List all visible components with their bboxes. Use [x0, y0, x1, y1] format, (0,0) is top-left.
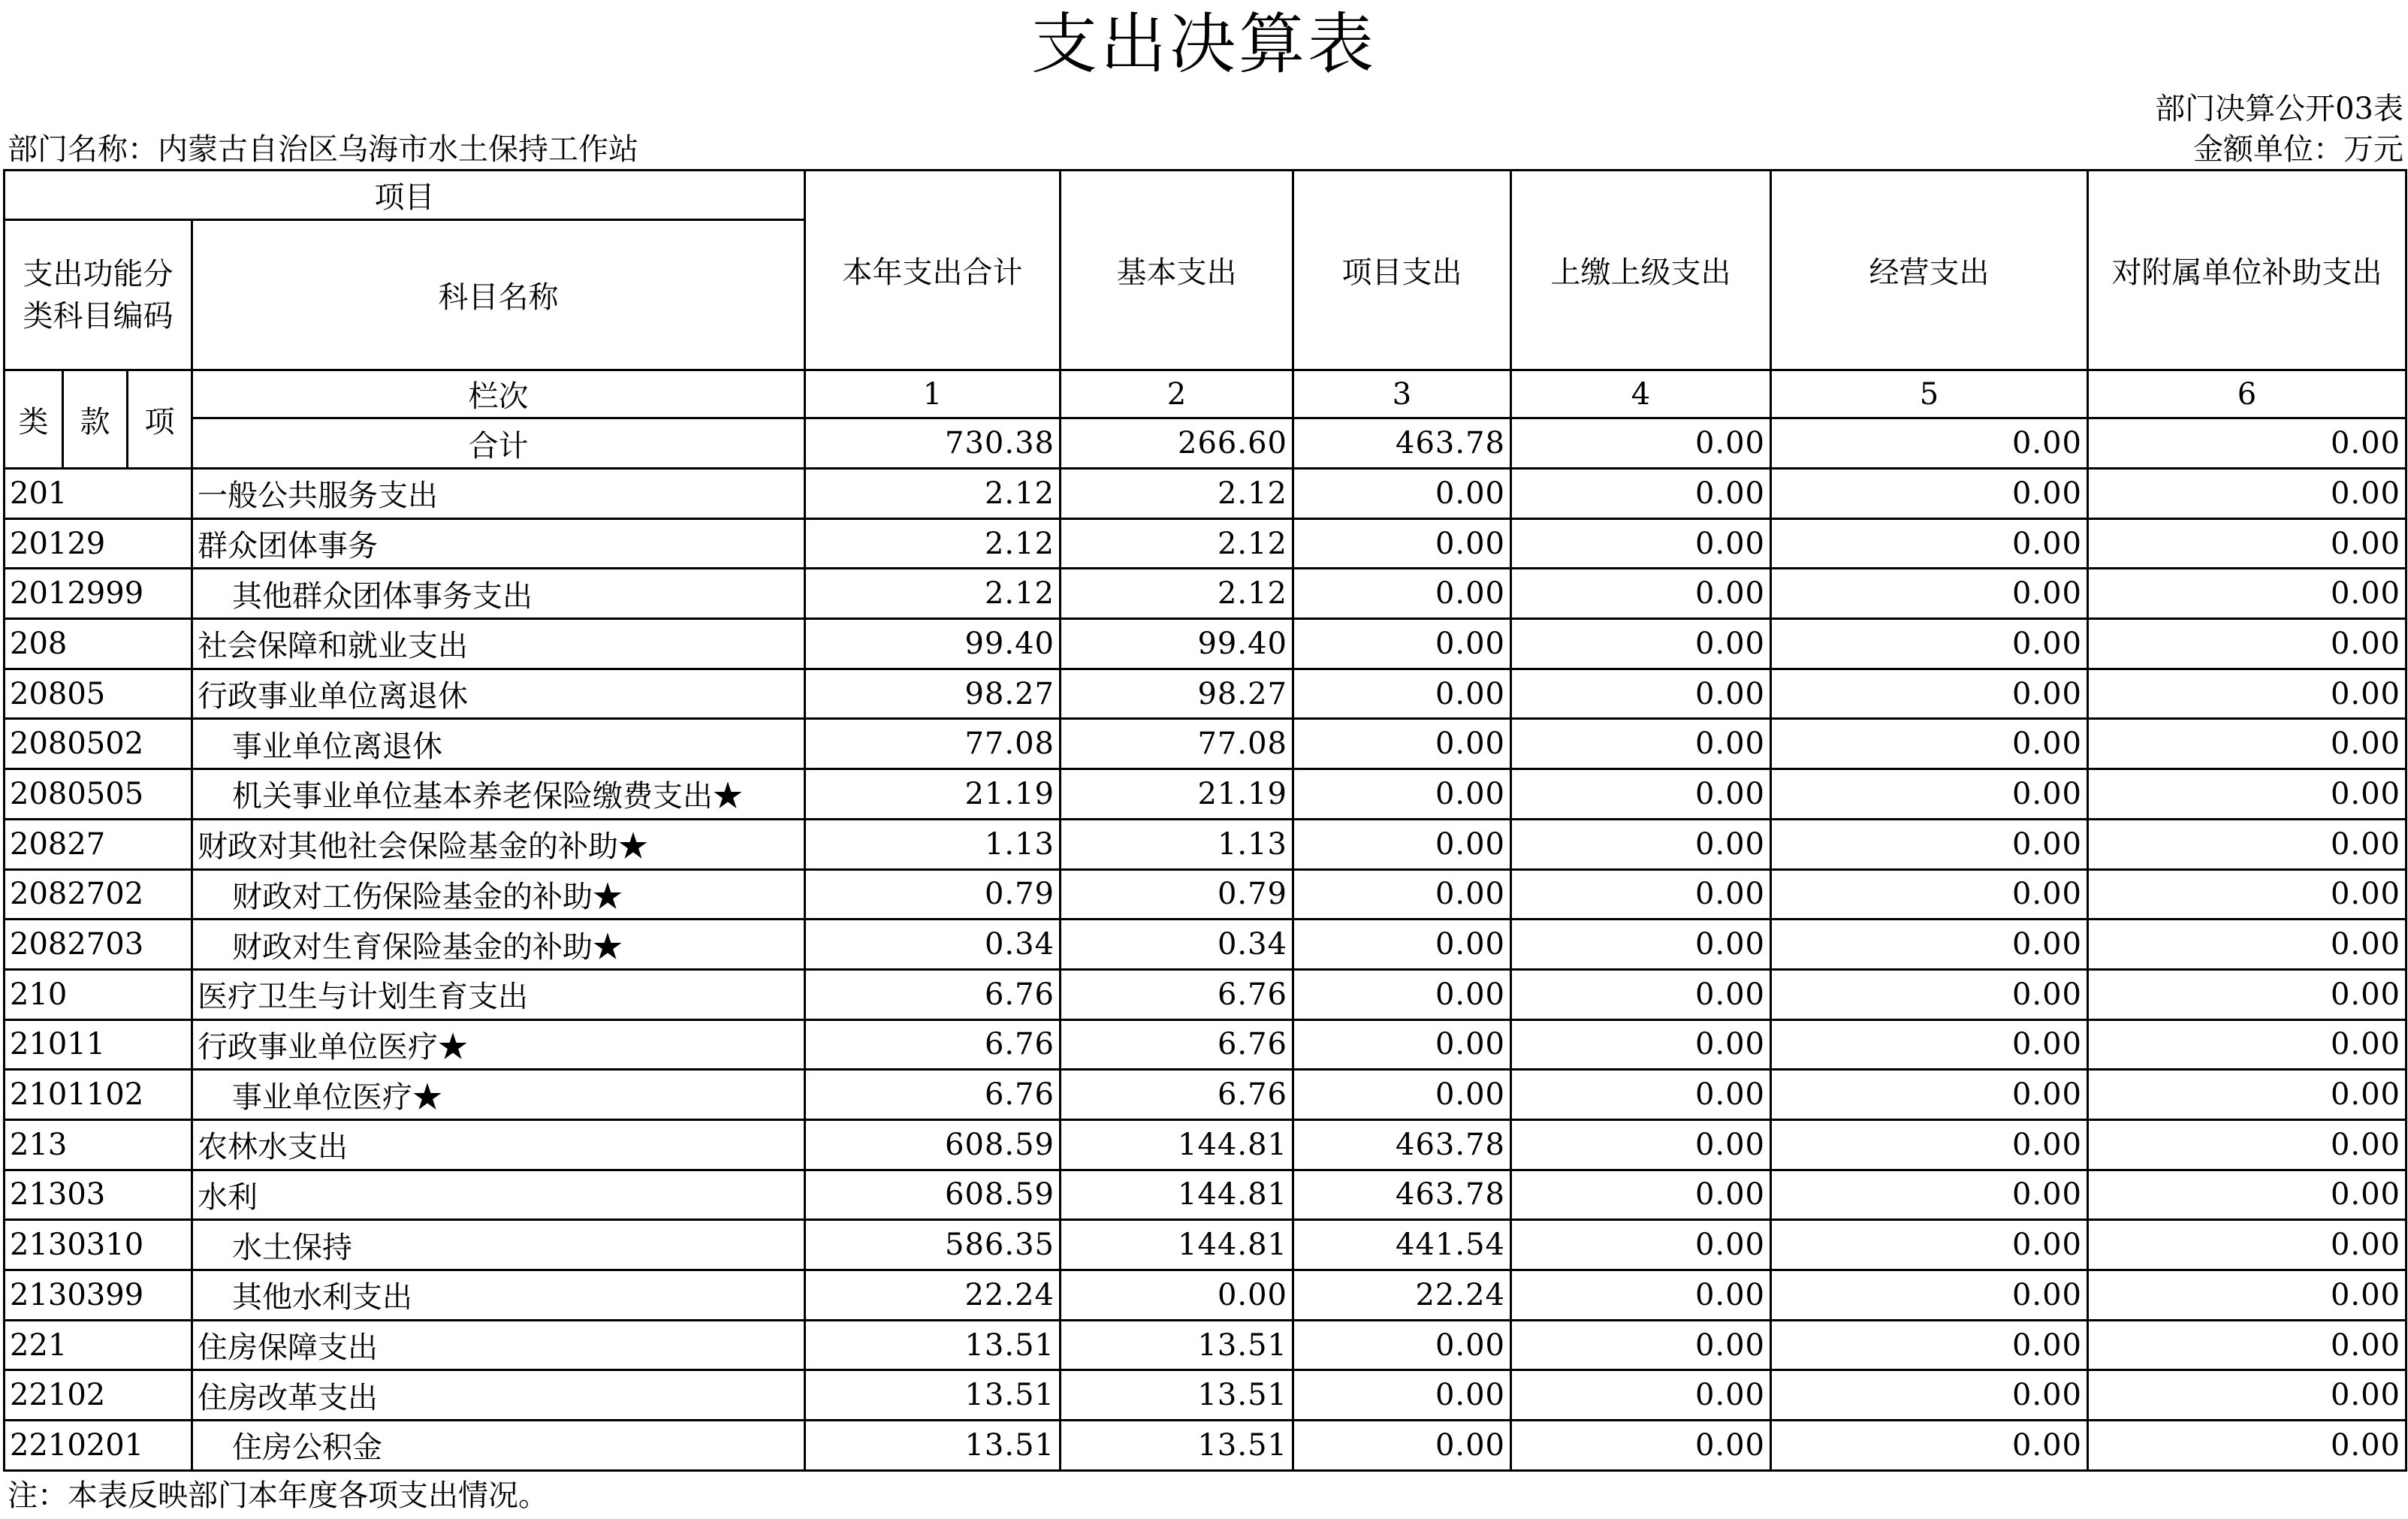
amount-cell: 6.76 [805, 1019, 1061, 1070]
amount-cell: 0.00 [1511, 1320, 1771, 1370]
header-xiang: 项 [128, 370, 192, 469]
table-row [5, 1421, 2406, 1471]
amount-cell: 0.00 [1511, 469, 1771, 519]
amount-cell: 0.00 [2088, 719, 2406, 769]
amount-cell: 99.40 [805, 619, 1061, 669]
amount-cell: 0.00 [1293, 819, 1511, 869]
total-value: 0.00 [1511, 418, 1771, 469]
amount-cell: 0.00 [1771, 1370, 2088, 1421]
subject-code: 2130310 [5, 1220, 192, 1270]
amount-cell: 21.19 [805, 769, 1061, 820]
amount-cell: 0.00 [1293, 518, 1511, 569]
subject-code: 2082703 [5, 920, 192, 970]
subject-name: 群众团体事务 [192, 518, 805, 569]
subject-code: 221 [5, 1320, 192, 1370]
amount-cell: 0.00 [1511, 1170, 1771, 1220]
department-name: 部门名称：内蒙古自治区乌海市水土保持工作站 [8, 132, 638, 167]
subject-name: 医疗卫生与计划生育支出 [192, 969, 805, 1019]
amount-cell: 0.00 [1293, 669, 1511, 719]
amount-cell: 0.34 [805, 920, 1061, 970]
amount-cell: 77.08 [805, 719, 1061, 769]
subject-name: 财政对工伤保险基金的补助★ [192, 869, 805, 920]
amount-cell: 0.00 [2088, 1421, 2406, 1471]
amount-cell: 0.00 [2088, 819, 2406, 869]
subject-code: 2080502 [5, 719, 192, 769]
amount-cell: 2.12 [805, 469, 1061, 519]
subject-name: 其他水利支出 [192, 1270, 805, 1321]
table-row [5, 719, 2406, 769]
total-value: 730.38 [805, 418, 1061, 469]
subject-name: 财政对生育保险基金的补助★ [192, 920, 805, 970]
amount-cell: 0.00 [1511, 920, 1771, 970]
amount-cell: 0.00 [1511, 1370, 1771, 1421]
amount-cell: 0.79 [1061, 869, 1293, 920]
header-item: 项目 [5, 171, 805, 220]
amount-cell: 0.00 [1511, 669, 1771, 719]
amount-cell: 0.00 [1511, 1119, 1771, 1170]
amount-cell: 0.00 [2088, 1019, 2406, 1070]
amount-cell: 0.00 [2088, 769, 2406, 820]
amount-cell: 1.13 [1061, 819, 1293, 869]
amount-cell: 13.51 [805, 1320, 1061, 1370]
header-lei: 类 [5, 370, 63, 469]
subject-name: 住房改革支出 [192, 1370, 805, 1421]
table-row [5, 669, 2406, 719]
column-number: 2 [1061, 370, 1293, 418]
header-col-total: 本年支出合计 [805, 171, 1061, 370]
column-number: 3 [1293, 370, 1511, 418]
amount-cell: 0.00 [1293, 1070, 1511, 1120]
amount-cell: 0.00 [1771, 619, 2088, 669]
amount-cell: 22.24 [805, 1270, 1061, 1321]
header-row-1 [5, 171, 2406, 220]
amount-cell: 0.00 [2088, 1320, 2406, 1370]
amount-cell: 144.81 [1061, 1220, 1293, 1270]
amount-cell: 0.00 [1771, 920, 2088, 970]
header-func-code: 支出功能分类科目编码 [5, 220, 192, 370]
amount-cell: 0.00 [1293, 569, 1511, 619]
amount-cell: 0.00 [1771, 1220, 2088, 1270]
table-row [5, 869, 2406, 920]
table-row [5, 518, 2406, 569]
amount-cell: 6.76 [1061, 1019, 1293, 1070]
footnote: 注：本表反映部门本年度各项支出情况。 [8, 1478, 548, 1513]
amount-cell: 0.00 [1293, 1019, 1511, 1070]
amount-cell: 0.00 [1511, 869, 1771, 920]
amount-cell: 0.00 [1771, 569, 2088, 619]
subject-code: 20805 [5, 669, 192, 719]
amount-cell: 0.34 [1061, 920, 1293, 970]
subject-code: 2101102 [5, 1070, 192, 1120]
amount-cell: 0.00 [1771, 769, 2088, 820]
total-label: 合计 [192, 418, 805, 469]
amount-cell: 0.00 [1293, 1370, 1511, 1421]
table-row [5, 1019, 2406, 1070]
table-row [5, 1220, 2406, 1270]
amount-cell: 0.00 [1511, 769, 1771, 820]
subject-code: 2082702 [5, 869, 192, 920]
total-value: 0.00 [1771, 418, 2088, 469]
amount-cell: 0.00 [1771, 669, 2088, 719]
amount-cell: 2.12 [805, 518, 1061, 569]
amount-cell: 0.00 [1771, 719, 2088, 769]
subject-code: 22102 [5, 1370, 192, 1421]
amount-cell: 0.00 [2088, 1370, 2406, 1421]
amount-cell: 0.00 [1771, 518, 2088, 569]
amount-cell: 0.00 [1293, 869, 1511, 920]
amount-cell: 0.00 [1771, 1421, 2088, 1471]
column-number: 4 [1511, 370, 1771, 418]
table-row [5, 1170, 2406, 1220]
header-row-3 [5, 370, 2406, 418]
table-row [5, 819, 2406, 869]
amount-cell: 21.19 [1061, 769, 1293, 820]
total-value: 266.60 [1061, 418, 1293, 469]
column-number: 6 [2088, 370, 2406, 418]
table-row [5, 1370, 2406, 1421]
subject-name: 一般公共服务支出 [192, 469, 805, 519]
column-number: 1 [805, 370, 1061, 418]
subject-code: 20129 [5, 518, 192, 569]
amount-cell: 144.81 [1061, 1170, 1293, 1220]
subject-name: 事业单位离退休 [192, 719, 805, 769]
amount-cell: 463.78 [1293, 1170, 1511, 1220]
amount-cell: 441.54 [1293, 1220, 1511, 1270]
amount-cell: 6.76 [1061, 969, 1293, 1019]
amount-cell: 0.00 [2088, 669, 2406, 719]
amount-cell: 6.76 [805, 969, 1061, 1019]
amount-cell: 13.51 [805, 1421, 1061, 1471]
subject-code: 21303 [5, 1170, 192, 1220]
table-row [5, 1270, 2406, 1321]
amount-cell: 0.00 [1511, 518, 1771, 569]
amount-cell: 0.00 [2088, 569, 2406, 619]
amount-cell: 144.81 [1061, 1119, 1293, 1170]
amount-cell: 2.12 [1061, 469, 1293, 519]
subject-code: 21011 [5, 1019, 192, 1070]
table-row [5, 769, 2406, 820]
amount-cell: 0.00 [2088, 619, 2406, 669]
amount-cell: 0.00 [1511, 1070, 1771, 1120]
subject-code: 210 [5, 969, 192, 1019]
header-kuan: 款 [63, 370, 128, 469]
amount-unit: 金额单位：万元 [2193, 132, 2403, 167]
amount-cell: 0.00 [1771, 969, 2088, 1019]
amount-cell: 0.00 [1511, 819, 1771, 869]
subject-name: 机关事业单位基本养老保险缴费支出★ [192, 769, 805, 820]
amount-cell: 0.00 [1511, 969, 1771, 1019]
amount-cell: 0.00 [2088, 1170, 2406, 1220]
amount-cell: 0.00 [1293, 719, 1511, 769]
amount-cell: 0.00 [2088, 469, 2406, 519]
amount-cell: 0.79 [805, 869, 1061, 920]
amount-cell: 6.76 [805, 1070, 1061, 1120]
amount-cell: 0.00 [1511, 1421, 1771, 1471]
total-row [5, 418, 2406, 469]
subject-code: 2012999 [5, 569, 192, 619]
form-code: 部门决算公开03表 [2155, 92, 2403, 126]
amount-cell: 0.00 [1511, 1270, 1771, 1321]
amount-cell: 77.08 [1061, 719, 1293, 769]
table-row [5, 1070, 2406, 1120]
table-row [5, 1320, 2406, 1370]
amount-cell: 22.24 [1293, 1270, 1511, 1321]
subject-code: 213 [5, 1119, 192, 1170]
amount-cell: 0.00 [1293, 1320, 1511, 1370]
amount-cell: 13.51 [1061, 1421, 1293, 1471]
column-number: 5 [1771, 370, 2088, 418]
amount-cell: 0.00 [2088, 1220, 2406, 1270]
subject-name: 农林水支出 [192, 1119, 805, 1170]
subject-code: 20827 [5, 819, 192, 869]
subject-code: 201 [5, 469, 192, 519]
total-value: 463.78 [1293, 418, 1511, 469]
amount-cell: 0.00 [1511, 1019, 1771, 1070]
amount-cell: 0.00 [1293, 469, 1511, 519]
amount-cell: 13.51 [1061, 1370, 1293, 1421]
amount-cell: 13.51 [805, 1370, 1061, 1421]
page-title: 支出决算表 [1030, 5, 1377, 83]
subject-name: 行政事业单位离退休 [192, 669, 805, 719]
amount-cell: 0.00 [2088, 969, 2406, 1019]
amount-cell: 1.13 [805, 819, 1061, 869]
amount-cell: 98.27 [805, 669, 1061, 719]
amount-cell: 13.51 [1061, 1320, 1293, 1370]
amount-cell: 0.00 [1771, 1119, 2088, 1170]
header-col-remit: 上缴上级支出 [1511, 171, 1771, 370]
amount-cell: 0.00 [2088, 920, 2406, 970]
amount-cell: 98.27 [1061, 669, 1293, 719]
amount-cell: 0.00 [1771, 1070, 2088, 1120]
table-row [5, 920, 2406, 970]
header-col-operation: 经营支出 [1771, 171, 2088, 370]
amount-cell: 99.40 [1061, 619, 1293, 669]
header-column-index: 栏次 [192, 370, 805, 418]
amount-cell: 0.00 [1293, 920, 1511, 970]
subject-name: 住房保障支出 [192, 1320, 805, 1370]
subject-name: 水利 [192, 1170, 805, 1220]
table-row [5, 569, 2406, 619]
amount-cell: 586.35 [805, 1220, 1061, 1270]
amount-cell: 2.12 [1061, 518, 1293, 569]
amount-cell: 463.78 [1293, 1119, 1511, 1170]
amount-cell: 0.00 [1771, 1170, 2088, 1220]
subject-code: 208 [5, 619, 192, 669]
amount-cell: 0.00 [1771, 1019, 2088, 1070]
amount-cell: 0.00 [1771, 1270, 2088, 1321]
amount-cell: 6.76 [1061, 1070, 1293, 1120]
amount-cell: 0.00 [1293, 619, 1511, 669]
amount-cell: 0.00 [2088, 1070, 2406, 1120]
amount-cell: 2.12 [805, 569, 1061, 619]
amount-cell: 0.00 [2088, 1270, 2406, 1321]
expenditure-table [3, 169, 2407, 1472]
amount-cell: 0.00 [1771, 469, 2088, 519]
table-row [5, 619, 2406, 669]
amount-cell: 608.59 [805, 1119, 1061, 1170]
table-row [5, 969, 2406, 1019]
subject-name: 住房公积金 [192, 1421, 805, 1471]
amount-cell: 0.00 [1511, 719, 1771, 769]
table-row [5, 469, 2406, 519]
subject-name: 行政事业单位医疗★ [192, 1019, 805, 1070]
amount-cell: 0.00 [2088, 518, 2406, 569]
subject-name: 财政对其他社会保险基金的补助★ [192, 819, 805, 869]
amount-cell: 0.00 [1511, 1220, 1771, 1270]
subject-code: 2210201 [5, 1421, 192, 1471]
amount-cell: 0.00 [2088, 869, 2406, 920]
amount-cell: 0.00 [1061, 1270, 1293, 1321]
amount-cell: 0.00 [1293, 769, 1511, 820]
amount-cell: 0.00 [1293, 969, 1511, 1019]
subject-name: 水土保持 [192, 1220, 805, 1270]
amount-cell: 608.59 [805, 1170, 1061, 1220]
amount-cell: 0.00 [1771, 1320, 2088, 1370]
amount-cell: 0.00 [2088, 1119, 2406, 1170]
amount-cell: 0.00 [1293, 1421, 1511, 1471]
subject-name: 其他群众团体事务支出 [192, 569, 805, 619]
subject-name: 事业单位医疗★ [192, 1070, 805, 1120]
amount-cell: 2.12 [1061, 569, 1293, 619]
header-col-project: 项目支出 [1293, 171, 1511, 370]
table-row [5, 1119, 2406, 1170]
subject-code: 2080505 [5, 769, 192, 820]
amount-cell: 0.00 [1511, 619, 1771, 669]
header-col-subsidy: 对附属单位补助支出 [2088, 171, 2406, 370]
total-value: 0.00 [2088, 418, 2406, 469]
subject-code: 2130399 [5, 1270, 192, 1321]
header-col-basic: 基本支出 [1061, 171, 1293, 370]
header-subject-name: 科目名称 [192, 220, 805, 370]
amount-cell: 0.00 [1771, 819, 2088, 869]
amount-cell: 0.00 [1771, 869, 2088, 920]
amount-cell: 0.00 [1511, 569, 1771, 619]
subject-name: 社会保障和就业支出 [192, 619, 805, 669]
